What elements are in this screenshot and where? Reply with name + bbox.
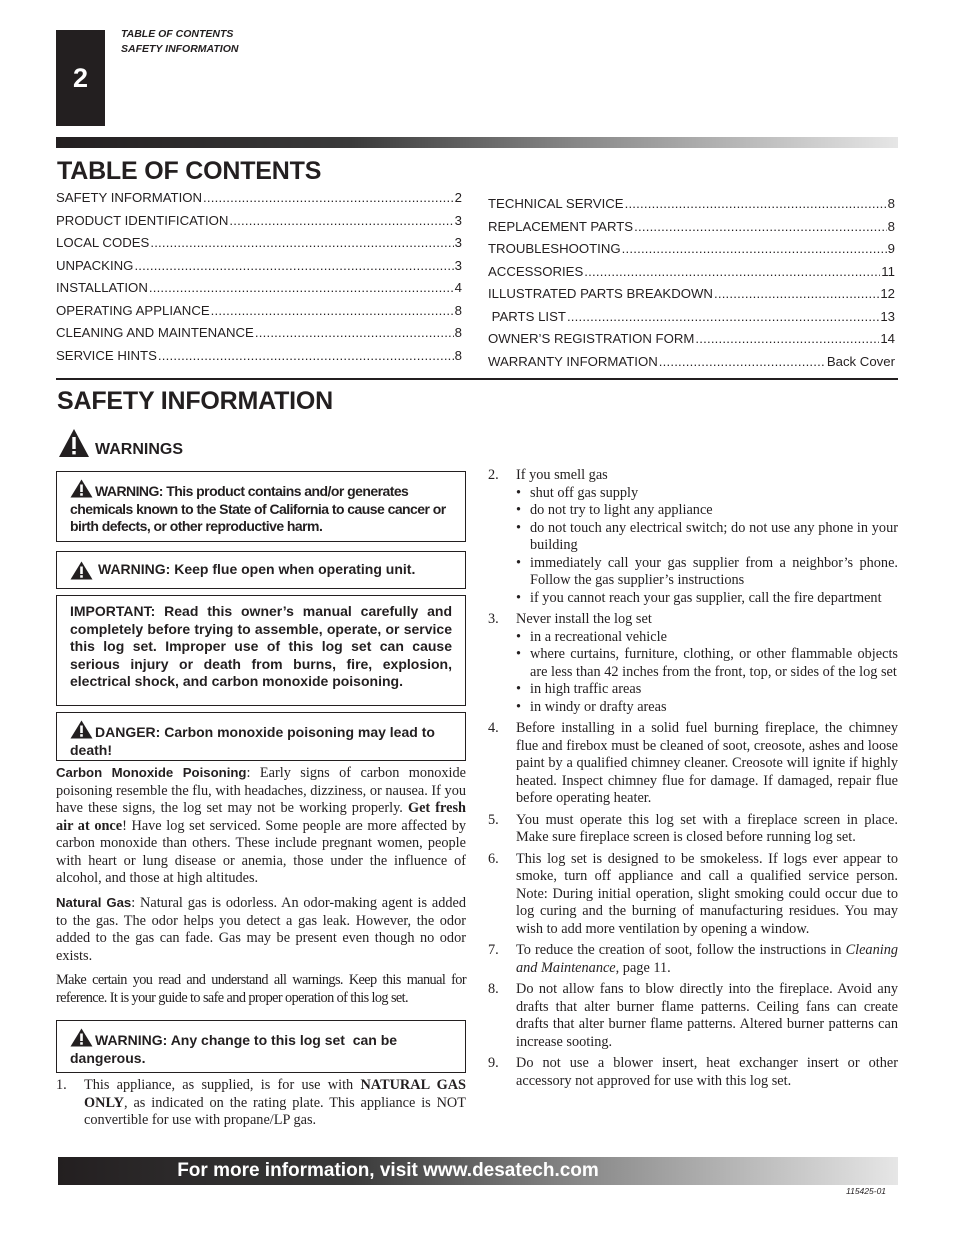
item-number: 6. bbox=[488, 850, 499, 867]
item-2 bbox=[488, 467, 898, 607]
california-warning-text: WARNING: This product contains and/or generates chemicals known to the State of California to cause cancer or birth defects, or other reproductive harm. bbox=[70, 483, 446, 534]
toc-leader bbox=[211, 303, 454, 318]
toc-entry-page: 13 bbox=[880, 308, 895, 324]
toc-entry-label: TECHNICAL SERVICE bbox=[488, 196, 624, 211]
toc-entry-page: 14 bbox=[880, 331, 895, 346]
item-number: 1. bbox=[56, 1077, 67, 1093]
item-text-continued: , as indicated on the rating plate. This appliance is NOT convertible for use with propane/LP gas. bbox=[84, 1094, 466, 1128]
warning-triangle-icon bbox=[70, 1028, 93, 1047]
item-number: 9. bbox=[488, 1055, 499, 1071]
danger-warning-box bbox=[56, 712, 466, 761]
item-4 bbox=[488, 720, 898, 808]
item-text: This log set is designed to be smokeless. If logs ever appear to smoke, turn off appliance and call a qualified service person. Note: During initial operation, slight smoking could occur due to log curing and the burning of manufacturing residues. You may wish to add more ventilation by opening a window. bbox=[516, 850, 898, 937]
toc-leader bbox=[622, 241, 887, 256]
toc-entry-label: SAFETY INFORMATION bbox=[56, 190, 203, 205]
warning-triangle-icon bbox=[70, 720, 93, 739]
toc-entry-label: ACCESSORIES bbox=[488, 263, 584, 279]
item-8 bbox=[488, 981, 898, 1051]
toc-entry-page: 8 bbox=[454, 325, 462, 340]
toc-leader bbox=[255, 325, 454, 340]
item-italic-text: Cleaning and Maintenance bbox=[516, 942, 898, 976]
toc-entry-page: 8 bbox=[887, 196, 895, 211]
toc-entry[interactable] bbox=[488, 196, 895, 219]
toc-entry[interactable] bbox=[56, 325, 462, 348]
toc-leader bbox=[229, 213, 453, 228]
toc-title: TABLE OF CONTENTS bbox=[57, 157, 322, 185]
item-2-bullets bbox=[516, 485, 898, 608]
bullet-item: • in a recreational vehicle bbox=[516, 629, 898, 647]
toc-entry-page: 2 bbox=[454, 190, 462, 205]
toc-entry-label: SERVICE HINTS bbox=[56, 347, 157, 363]
natural-gas-label: Natural Gas bbox=[56, 895, 132, 910]
item-number: 3. bbox=[488, 611, 499, 627]
toc-entry[interactable] bbox=[488, 219, 895, 242]
section-divider bbox=[56, 378, 898, 380]
bullet-item: • in windy or drafty areas bbox=[516, 699, 898, 717]
running-head-line-1: TABLE OF CONTENTS bbox=[121, 28, 234, 40]
natural-gas-text: : Natural gas is odorless. An odor-making agent is added to the gas. The odor helps you detect a gas leak. However, the odor added to the gas can fade. Gas may be present even though no odor exists. bbox=[56, 895, 467, 964]
item-number: 8. bbox=[488, 981, 499, 997]
toc-entry-page: 3 bbox=[454, 235, 462, 250]
item-1 bbox=[56, 1077, 466, 1134]
warning-triangle-icon bbox=[70, 561, 93, 580]
toc-entry-label: PRODUCT IDENTIFICATION bbox=[56, 212, 229, 228]
toc-entry[interactable] bbox=[488, 309, 895, 332]
item-text: Never install the log set bbox=[516, 611, 652, 627]
toc-entry-label: REPLACEMENT PARTS bbox=[488, 218, 634, 234]
california-warning-box bbox=[56, 471, 466, 542]
toc-leader bbox=[203, 190, 454, 205]
toc-entry-page: 8 bbox=[887, 218, 895, 234]
item-9 bbox=[488, 1055, 898, 1090]
item-number: 2. bbox=[488, 467, 499, 483]
item-number: 5. bbox=[488, 811, 499, 828]
toc-leader bbox=[584, 264, 880, 279]
item-number: 4. bbox=[488, 720, 499, 736]
safety-list-right bbox=[488, 467, 898, 1094]
toc-entry[interactable] bbox=[488, 354, 895, 377]
toc-right-column bbox=[488, 196, 895, 376]
item-text: Do not use a blower insert, heat exchanger insert or other accessory not approved for use with this log set. bbox=[516, 1055, 898, 1089]
bullet-item: • do not try to light any appliance bbox=[516, 502, 898, 520]
co-bold-text: Get fresh air at once bbox=[56, 800, 466, 834]
warning-triangle-icon bbox=[58, 428, 90, 458]
toc-leader bbox=[134, 258, 453, 273]
toc-entry-label: UNPACKING bbox=[56, 257, 134, 273]
item-text: To reduce the creation of soot, follow the instructions in bbox=[516, 942, 846, 958]
bullet-item: • immediately call your gas supplier from a neighbor’s phone. Follow the gas supplier’s instructions bbox=[516, 555, 898, 590]
toc-entry[interactable] bbox=[488, 286, 895, 309]
toc-entry-label: INSTALLATION bbox=[56, 280, 148, 295]
item-text: Before installing in a solid fuel burning fireplace, the chimney flue and firebox must be cleaned of soot, creosote, ashes and loose paint by a qualified chimney cleaner. Creosote will ignite if highly heated. Inspect chimney flue for damage. If damaged, repair flue before operating heater. bbox=[516, 720, 898, 806]
carbon-monoxide-paragraph bbox=[56, 764, 466, 888]
item-text: You must operate this log set with a fireplace screen in place. Make sure fireplace screen is closed before running log set. bbox=[516, 811, 898, 845]
toc-entry-label: LOCAL CODES bbox=[56, 235, 150, 250]
toc-entry[interactable] bbox=[56, 348, 462, 371]
item-5 bbox=[488, 812, 898, 847]
toc-leader bbox=[158, 348, 454, 363]
toc-entry-label: TROUBLESHOOTING bbox=[488, 241, 621, 256]
toc-entry[interactable] bbox=[56, 213, 462, 236]
co-label: Carbon Monoxide Poisoning bbox=[56, 765, 247, 780]
warnings-heading bbox=[58, 428, 183, 458]
footer-link-text[interactable]: For more information, visit www.desatech.com bbox=[177, 1160, 599, 1181]
bullet-item: • if you cannot reach your gas supplier, call the fire department bbox=[516, 590, 898, 608]
item-7 bbox=[488, 942, 898, 977]
co-text-continued: ! Have log set serviced. Some people are more affected by carbon monoxide than others. These include pregnant women, people with heart or lung disease or anemia, those under the influence of alcohol, and those at high altitudes. bbox=[56, 817, 467, 886]
toc-leader bbox=[149, 280, 454, 295]
item-number: 7. bbox=[488, 942, 499, 958]
toc-leader bbox=[695, 331, 879, 346]
toc-entry[interactable] bbox=[488, 331, 895, 354]
toc-entry[interactable] bbox=[488, 264, 895, 287]
co-text: : Early signs of carbon monoxide poisoning resemble the flu, with headaches, dizziness, or nausea. If you have these signs, the log set may not be working properly. bbox=[56, 765, 466, 816]
change-warning-text: WARNING: Any change to this log set can be dangerous. bbox=[70, 1032, 401, 1066]
toc-entry-page: 8 bbox=[454, 347, 462, 363]
danger-warning-text: DANGER: Carbon monoxide poisoning may lead to death! bbox=[70, 724, 435, 758]
warning-triangle-icon bbox=[70, 479, 93, 498]
important-notice-box bbox=[56, 595, 466, 706]
item-text-continued: , page 11. bbox=[615, 959, 671, 976]
safety-title: SAFETY INFORMATION bbox=[57, 387, 334, 415]
page-number: 2 bbox=[56, 30, 105, 126]
item-text: This appliance, as supplied, is for use with bbox=[84, 1077, 361, 1093]
change-warning-box bbox=[56, 1020, 466, 1073]
important-notice-text: IMPORTANT: Read this owner’s manual carefully and completely before trying to assemble, operate, or service this log set. Improper use of this log set can cause serious injury or death from burns, fire, explosion, electrical shock, and carbon monoxide poisoning. bbox=[70, 603, 452, 689]
bullet-item: • do not touch any electrical switch; do not use any phone in your building bbox=[516, 520, 898, 555]
item-6 bbox=[488, 851, 898, 939]
toc-entry-page: 8 bbox=[454, 302, 462, 318]
toc-leader bbox=[659, 354, 826, 369]
bullet-item: • in high traffic areas bbox=[516, 681, 898, 699]
natural-gas-paragraph bbox=[56, 894, 466, 965]
toc-entry-label: CLEANING AND MAINTENANCE bbox=[56, 325, 254, 340]
toc-entry-page: 4 bbox=[454, 280, 462, 295]
toc-entry-page: 11 bbox=[881, 263, 895, 279]
toc-leader bbox=[150, 235, 453, 250]
toc-leader bbox=[634, 219, 887, 234]
toc-entry-page: 3 bbox=[454, 212, 462, 228]
document-number: 115425-01 bbox=[846, 1186, 887, 1196]
toc-entry[interactable] bbox=[56, 190, 462, 213]
toc-entry-label: PARTS LIST bbox=[488, 308, 566, 324]
toc-entry-page: Back Cover bbox=[826, 353, 895, 369]
toc-entry[interactable] bbox=[56, 280, 462, 303]
item-bold-text: NATURAL GAS ONLY bbox=[84, 1077, 466, 1111]
toc-entry-label: OWNER’S REGISTRATION FORM bbox=[488, 331, 695, 346]
make-certain-paragraph: Make certain you read and understand all warnings. Keep this manual for reference. It is your guide to safe and proper operation of this log set. bbox=[56, 972, 466, 1006]
toc-entry-page: 9 bbox=[887, 241, 895, 256]
toc-left-column bbox=[56, 190, 462, 370]
toc-entry[interactable] bbox=[56, 258, 462, 281]
toc-leader bbox=[714, 286, 879, 301]
toc-entry-page: 3 bbox=[454, 257, 462, 273]
bullet-item: • where curtains, furniture, clothing, or other flammable objects are less than 42 inches from the front, top, or sides of the log set bbox=[516, 646, 898, 681]
item-text: If you smell gas bbox=[516, 467, 608, 483]
item-3-bullets bbox=[516, 629, 898, 717]
warnings-label: WARNINGS bbox=[95, 441, 183, 458]
running-head bbox=[121, 27, 238, 57]
toc-leader bbox=[567, 309, 879, 324]
toc-entry-label: ILLUSTRATED PARTS BREAKDOWN bbox=[488, 286, 713, 301]
toc-entry[interactable] bbox=[56, 303, 462, 326]
toc-entry-page: 12 bbox=[880, 286, 895, 301]
running-head-line-2: SAFETY INFORMATION bbox=[121, 43, 239, 55]
flue-warning-box bbox=[56, 551, 466, 589]
bullet-item: • shut off gas supply bbox=[516, 485, 898, 503]
item-3 bbox=[488, 611, 898, 716]
toc-entry[interactable] bbox=[488, 241, 895, 264]
header-gradient-bar bbox=[56, 137, 898, 148]
flue-warning-text: WARNING: Keep flue open when operating unit. bbox=[98, 561, 416, 578]
item-text: Do not allow fans to blow directly into the fireplace. Avoid any drafts that alter burner flame patterns. Ceiling fans can create drafts that alter burner flame patterns. Altered burner patterns can increase sooting. bbox=[516, 981, 898, 1050]
toc-entry[interactable] bbox=[56, 235, 462, 258]
toc-entry-label: OPERATING APPLIANCE bbox=[56, 302, 210, 318]
toc-leader bbox=[625, 196, 887, 211]
toc-entry-label: WARRANTY INFORMATION bbox=[488, 353, 658, 369]
